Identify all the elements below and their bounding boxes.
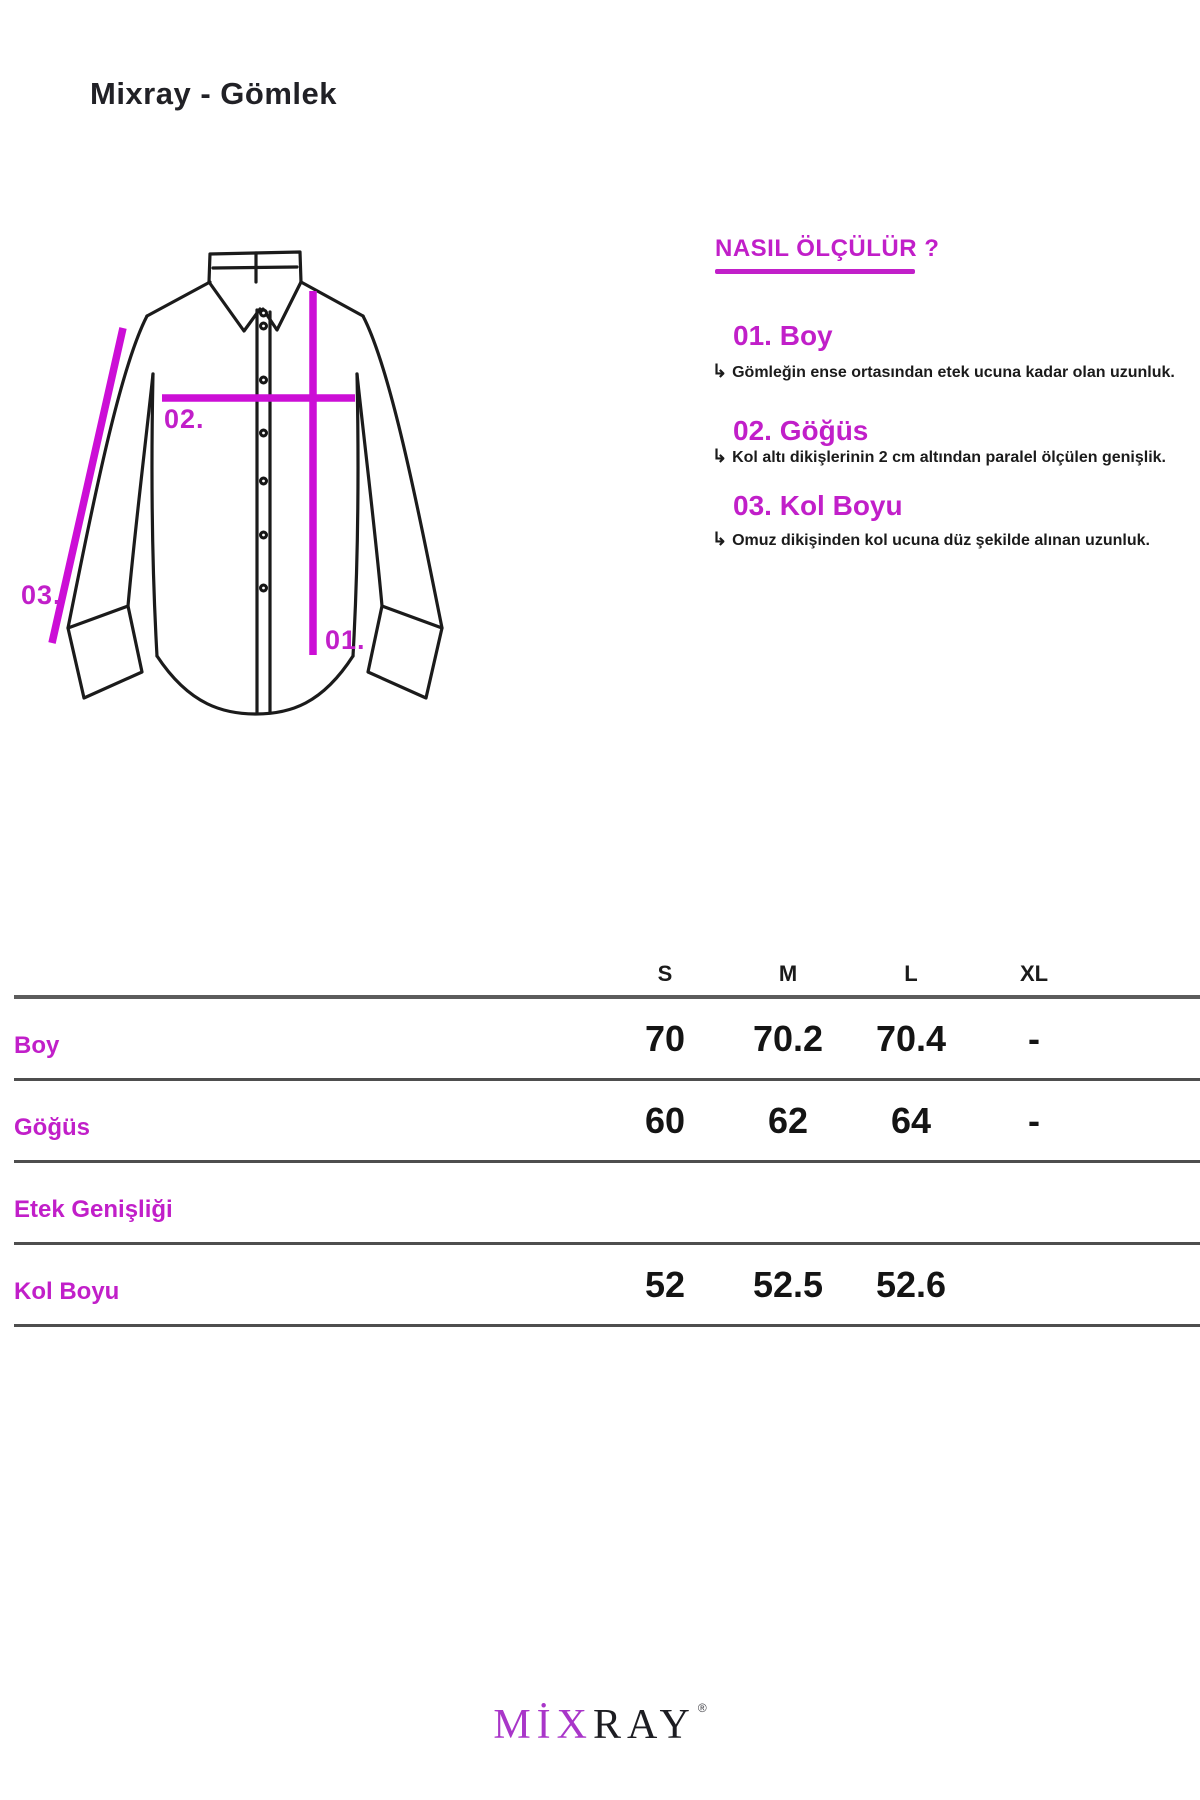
measure-item-title <box>733 415 868 447</box>
corner-arrow-icon: ↳ <box>712 446 728 466</box>
registered-mark: ® <box>697 1701 707 1715</box>
sleeve-measure-label: 03. <box>21 580 62 610</box>
cell-value: 64 <box>890 1099 932 1141</box>
cell-value: 70.4 <box>875 1017 947 1059</box>
corner-arrow-icon: ↳ <box>712 529 728 549</box>
column-header: XL <box>1019 961 1049 986</box>
cell-value: 60 <box>644 1099 686 1141</box>
table-header-row <box>14 940 1200 999</box>
section-heading: NASIL ÖLÇÜLÜR ? <box>715 235 940 262</box>
measure-item-number: 01. <box>733 320 772 351</box>
row-label: Göğüs <box>14 1113 90 1141</box>
measure-item-description-text: Gömleğin ense ortasından etek ucuna kadar olan uzunluk. <box>732 364 1175 381</box>
logo-ray: RAY <box>593 1702 696 1748</box>
measure-item-number: 03. <box>733 490 772 521</box>
table-row <box>14 1163 1200 1245</box>
brand-logo <box>0 1702 1200 1748</box>
chest-measure-label: 02. <box>164 404 205 434</box>
cell-value: - <box>1028 1099 1040 1141</box>
row-label-spacer <box>14 987 604 995</box>
page-title: Mixray - Gömlek <box>90 76 337 111</box>
sleeve-measure-line <box>52 328 123 643</box>
cell-value: - <box>1028 1017 1040 1059</box>
heading-underline <box>715 269 915 274</box>
row-label: Etek Genişliği <box>14 1195 173 1223</box>
column-header: S <box>657 961 673 986</box>
measure-item-title <box>733 320 833 352</box>
corner-arrow-icon: ↳ <box>712 361 728 381</box>
cell-value: 62 <box>767 1099 809 1141</box>
measure-item-description-text: Omuz dikişinden kol ucuna düz şekilde alınan uzunluk. <box>732 532 1150 549</box>
cell-value: 70.2 <box>752 1017 824 1059</box>
cell-value: 52.5 <box>752 1263 824 1305</box>
measure-item-description-text: Kol altı dikişlerinin 2 cm altından paralel ölçülen genişlik. <box>732 449 1166 466</box>
table-row <box>14 1245 1200 1327</box>
shirt-diagram-svg <box>20 198 480 728</box>
row-label: Kol Boyu <box>14 1277 120 1305</box>
measure-item-name: Boy <box>779 320 833 351</box>
measure-item-number: 02. <box>733 415 772 446</box>
how-to-measure-section <box>712 235 1198 575</box>
column-header: L <box>904 961 918 986</box>
column-header: M <box>778 961 798 986</box>
shirt-outline <box>68 252 442 714</box>
shirt-diagram <box>20 198 480 728</box>
measure-item-description <box>712 446 1166 467</box>
measure-item-description <box>712 361 1175 382</box>
table-row <box>14 999 1200 1081</box>
table-row <box>14 1081 1200 1163</box>
row-label: Boy <box>14 1031 60 1059</box>
logo-mix: MİX <box>493 1702 593 1748</box>
cell-value: 52.6 <box>875 1263 947 1305</box>
cell-value: 52 <box>644 1263 686 1305</box>
length-measure-label: 01. <box>325 625 366 655</box>
size-table <box>14 940 1200 1327</box>
measure-item-description <box>712 529 1150 550</box>
cell-value: 70 <box>644 1017 686 1059</box>
measure-item-name: Kol Boyu <box>779 490 903 521</box>
measure-item-name: Göğüs <box>779 415 869 446</box>
measure-item-title <box>733 490 903 522</box>
shirt-buttons <box>259 309 268 593</box>
